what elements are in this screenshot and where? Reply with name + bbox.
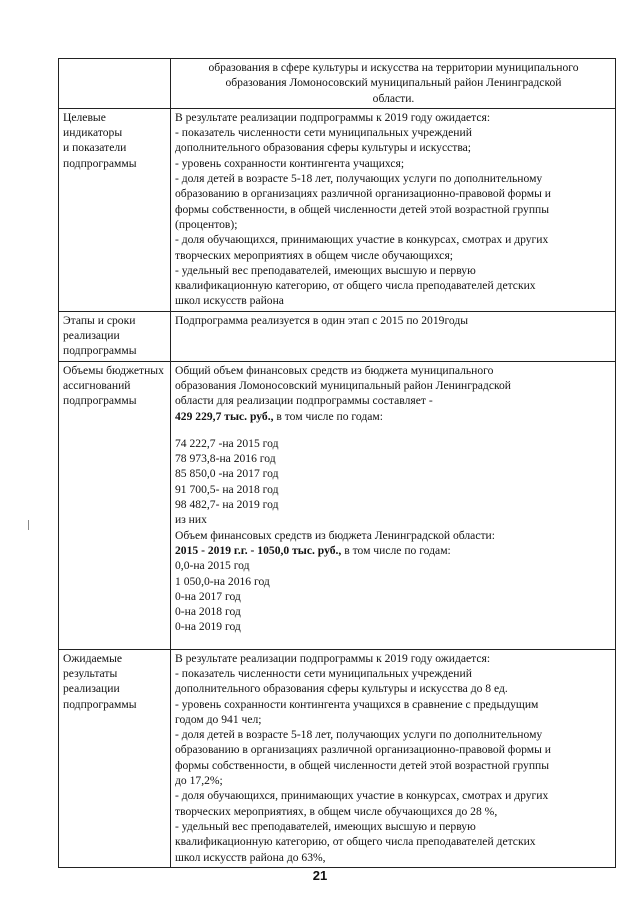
content-line: - показатель численности сети муниципальных учреждений <box>175 126 472 140</box>
table-row-results <box>59 649 616 867</box>
regional-total-suffix: в том числе по годам: <box>341 543 451 557</box>
municipal-year-line: 85 850,0 -на 2017 год <box>175 467 279 481</box>
content-line: В результате реализации подпрограммы к 2019 году ожидается: <box>175 651 491 665</box>
municipal-year-line: 98 482,7- на 2019 год <box>175 498 279 512</box>
content-line: дополнительного образования сферы культуры и искусства; <box>175 141 472 155</box>
content-line: - показатель численности сети муниципальных учреждений <box>175 666 472 680</box>
content-line: школ искусств района до 63%, <box>175 850 326 864</box>
regional-year-line: 0,0-на 2015 год <box>175 559 250 573</box>
subprogram-passport-table <box>58 58 616 868</box>
content-line: - уровень сохранности контингента учащихся в сравнение с предыдущим <box>175 697 539 711</box>
regional-intro-line: Объем финансовых средств из бюджета Ленинградской области: <box>175 528 495 542</box>
budget-total-suffix: в том числе по годам: <box>273 409 383 423</box>
budget-content <box>171 361 616 649</box>
spacer <box>175 424 612 436</box>
content-line: образования Ломоносовский муниципальный район Ленинградской <box>225 76 562 90</box>
municipal-year-line: 78 973,8-на 2016 год <box>175 452 276 466</box>
label-line: Объемы бюджетных <box>63 363 164 377</box>
label-line: подпрограммы <box>63 344 137 358</box>
table-row-indicators <box>59 108 616 311</box>
municipal-year-line: 74 222,7 -на 2015 год <box>175 436 279 450</box>
regional-year-line: 0-на 2017 год <box>175 589 241 603</box>
continuation-content <box>171 59 616 109</box>
content-line: квалификационную категорию, от общего числа преподавателей детских <box>175 835 536 849</box>
content-line: образования Ломоносовский муниципальный район Ленинградской <box>175 378 512 392</box>
content-line: области. <box>372 91 415 105</box>
table-row-budget <box>59 361 616 649</box>
content-line: В результате реализации подпрограммы к 2019 году ожидается: <box>175 110 491 124</box>
regional-year-line: 1 050,0-на 2016 год <box>175 574 270 588</box>
table-row-stages <box>59 311 616 361</box>
label-line: подпрограммы <box>63 156 137 170</box>
content-line: до 17,2%; <box>175 774 223 788</box>
label-line: Этапы и сроки <box>63 313 136 327</box>
row-label-continuation <box>59 59 171 109</box>
content-line: образованию в организациях различной организационно-правовой формы и <box>175 187 551 201</box>
content-line: годом до 941 чел; <box>175 712 262 726</box>
content-line: - удельный вес преподавателей, имеющих высшую и первую <box>175 819 476 833</box>
spacer <box>175 635 612 647</box>
content-line: творческих мероприятиях, в общем числе обучающихся до 28 %, <box>175 804 498 818</box>
results-content <box>171 649 616 867</box>
stages-content <box>171 311 616 361</box>
label-line: реализации <box>63 329 120 343</box>
label-line: реализации <box>63 682 120 696</box>
label-line: и показатели <box>63 141 127 155</box>
row-label-results <box>59 649 171 867</box>
stages-text: Подпрограмма реализуется в один этап с 2015 по 2019годы <box>175 313 469 327</box>
budget-total-amount: 429 229,7 тыс. руб., <box>175 409 274 423</box>
row-label-indicators <box>59 108 171 311</box>
regional-year-line: 0-на 2018 год <box>175 605 241 619</box>
regional-total-amount: 2015 - 2019 г.г. - 1050,0 тыс. руб., <box>175 543 342 557</box>
content-line: образования в сфере культуры и искусства на территории муниципального <box>208 61 579 74</box>
content-line: дополнительного образования сферы культуры и искусства до 8 ед. <box>175 682 508 696</box>
content-line: формы собственности, в общей численности детей этой возрастной группы <box>175 758 550 772</box>
municipal-year-line: 91 700,5- на 2018 год <box>175 482 279 496</box>
page-number: 21 <box>312 868 328 883</box>
content-line: формы собственности, в общей численности детей этой возрастной группы <box>175 202 550 216</box>
content-line: (процентов); <box>175 217 238 231</box>
label-line: результаты <box>63 666 118 680</box>
label-line: Ожидаемые <box>63 651 123 665</box>
table-row-continuation <box>59 59 616 109</box>
content-line: квалификационную категорию, от общего числа преподавателей детских <box>175 279 536 293</box>
content-line: - доля детей в возрасте 5-18 лет, получающих услуги по дополнительному <box>175 728 543 742</box>
indicators-content <box>171 108 616 311</box>
regional-year-line: 0-на 2019 год <box>175 620 241 634</box>
scan-margin-mark <box>28 520 29 530</box>
content-line: области для реализации подпрограммы составляет - <box>175 394 433 408</box>
regional-total-line <box>175 543 612 558</box>
of-them-line: из них <box>175 513 207 527</box>
budget-total-line <box>175 409 612 424</box>
label-line: Целевые индикаторы <box>63 110 123 140</box>
content-line: школ искусств района <box>175 294 284 308</box>
content-line: образованию в организациях различной организационно-правовой формы и <box>175 743 551 757</box>
content-line: - уровень сохранности контингента учащихся; <box>175 156 405 170</box>
content-line: творческих мероприятиях в общем числе обучающихся; <box>175 248 453 262</box>
label-line: подпрограммы <box>63 697 137 711</box>
content-line: - доля обучающихся, принимающих участие в конкурсах, смотрах и других <box>175 789 549 803</box>
content-line: - доля обучающихся, принимающих участие в конкурсах, смотрах и других <box>175 233 549 247</box>
label-line: подпрограммы <box>63 394 137 408</box>
content-line: - удельный вес преподавателей, имеющих высшую и первую <box>175 263 476 277</box>
content-line: - доля детей в возрасте 5-18 лет, получающих услуги по дополнительному <box>175 172 543 186</box>
row-label-budget <box>59 361 171 649</box>
label-line: ассигнований <box>63 378 131 392</box>
content-line: Общий объем финансовых средств из бюджета муниципального <box>175 363 494 377</box>
row-label-stages <box>59 311 171 361</box>
